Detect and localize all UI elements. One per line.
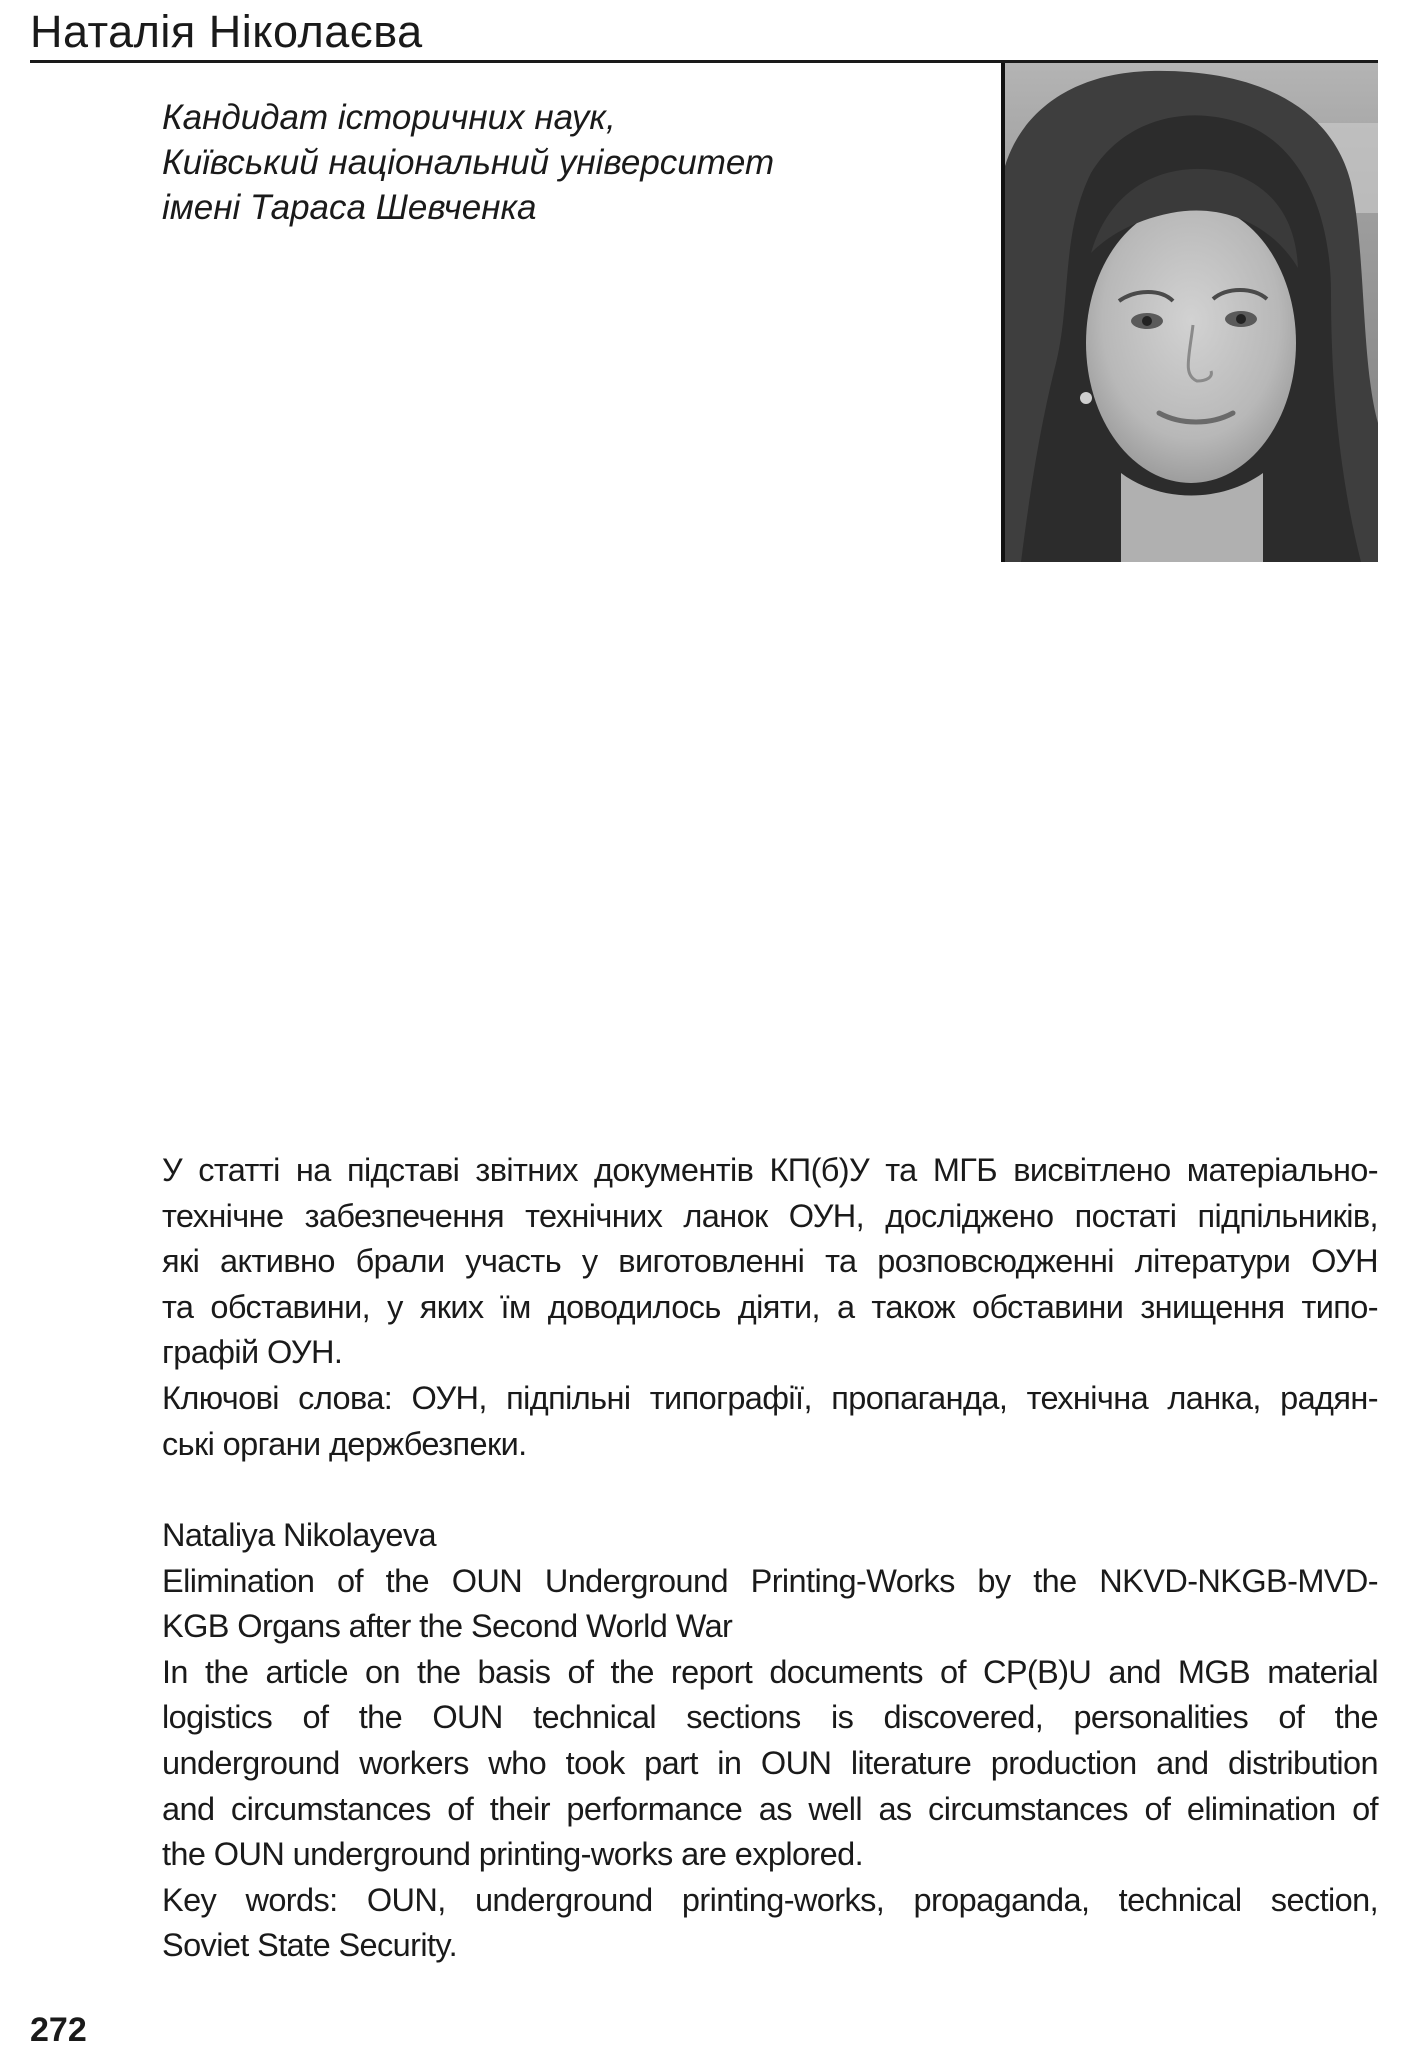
author-affiliation [162, 95, 774, 230]
author-photo [1001, 63, 1378, 562]
affiliation-line: імені Тараса Шевченка [162, 188, 537, 227]
abstract-line: In the article on the basis of the report documents of CP(B)U and MGB material [162, 1653, 1378, 1690]
abstract-line: logistics of the OUN technical sections is discovered, personalities of the [162, 1699, 1378, 1736]
abstract-line: and circumstances of their performance as well as circumstances of elimination of [162, 1790, 1378, 1827]
keywords-line: Key words: OUN, underground printing-works, propaganda, technical section, [162, 1881, 1378, 1918]
english-title-line: KGB Organs after the Second World War [162, 1608, 733, 1645]
keywords-line: Soviet State Security. [162, 1927, 458, 1964]
photo-frame-edge [1001, 63, 1005, 562]
english-title-line: Elimination of the OUN Underground Printing-Works by the NKVD-NKGB-MVD- [162, 1562, 1378, 1599]
abstract-english [162, 1513, 1378, 1969]
abstract-line: які активно брали участь у виготовленні та розповсюдженні літератури ОУН [162, 1243, 1378, 1280]
abstract-line: графій ОУН. [162, 1334, 343, 1371]
abstract-line: underground workers who took part in OUN literature production and distribution [162, 1744, 1378, 1781]
abstract-line: the OUN underground printing-works are explored. [162, 1836, 864, 1873]
affiliation-line: Київський національний університет [162, 143, 775, 182]
keywords-line: Ключові слова: ОУН, підпільні типографії, пропаганда, технічна ланка, радян- [162, 1379, 1378, 1416]
abstract-line: У статті на підставі звітних документів КП(б)У та МГБ висвітлено матеріально- [162, 1152, 1378, 1188]
author-name-heading: Наталія Ніколаєва [30, 6, 423, 57]
keywords-line: ські органи держбезпеки. [162, 1425, 527, 1462]
abstract-ukrainian [162, 1148, 1378, 1467]
abstract-line: технічне забезпечення технічних ланок ОУН, досліджено постаті підпільників, [162, 1197, 1378, 1234]
english-author-name: Nataliya Nikolayeva [162, 1517, 437, 1553]
page-number: 272 [30, 2011, 87, 2049]
abstract-line: та обставини, у яких їм доводилось діяти, а також обставини знищення типо- [162, 1288, 1378, 1325]
affiliation-line: Кандидат історичних наук, [162, 98, 616, 137]
